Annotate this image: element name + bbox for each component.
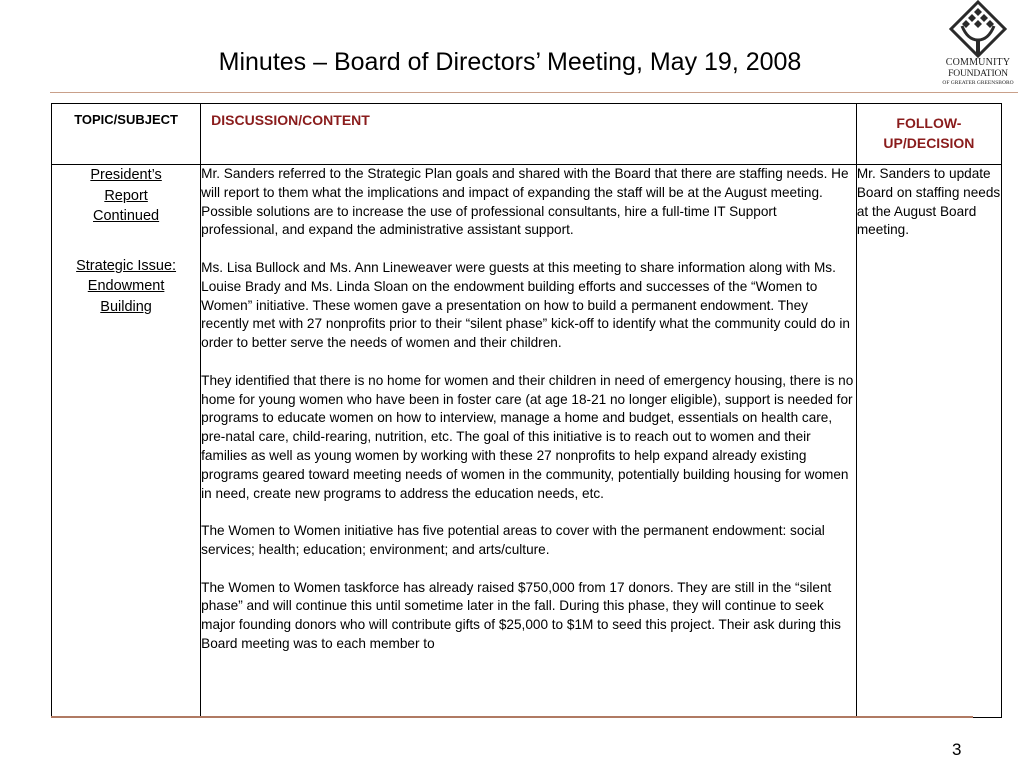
table-header-row: [52, 104, 1002, 165]
logo-text-community: COMMUNITY: [945, 57, 1011, 68]
follow-header-label: FOLLOW-UP/DECISION: [883, 115, 975, 151]
slide-title: Minutes – Board of Directors’ Meeting, May 19, 2008: [218, 48, 802, 76]
topic-header-label: TOPIC/SUBJECT: [74, 112, 178, 127]
discussion-paragraph: The Women to Women taskforce has already raised $750,000 from 17 donors. They are still in the “silent phase” and will continue this until sometime later in the fall. During this phase, they will continue to seek major founding donors who will contribute gifts of $25,000 to $1M to seed this project. Their ask during this Board meeting was to each member to: [201, 579, 841, 651]
follow-column-header: [856, 104, 1001, 165]
discussion-paragraph: The Women to Women initiative has five potential areas to cover with the permanent endowment: social services; health; education; environment; and arts/culture.: [201, 523, 825, 557]
topic-strategic-issue-line3: Building: [100, 298, 152, 315]
page-number: 3: [952, 740, 962, 759]
logo-text-foundation: FOUNDATION: [948, 68, 1008, 79]
discussion-cell: [201, 165, 857, 718]
topic-column-header: [52, 104, 201, 165]
follow-up-cell: Mr. Sanders to update Board on staffing needs at the August Board meeting.: [856, 165, 1001, 718]
minutes-table: [51, 103, 1002, 718]
discussion-paragraph: They identified that there is no home for women and their children in need of emergency housing, there is no home for young women who have been in foster care (at age 18-21 no longer eligible), support is needed for programs to educate women on how to interview, manage a home and budget, essentials on health care, pre-natal care, child-rearing, nutrition, etc. The goal of this initiative is to reach out to women and their families as well as young women by working with these 27 nonprofits to help expand already existing programs geared toward meeting needs of women in the community, potentially building housing for women in need, create new programs to address the education needs, etc.: [201, 372, 854, 501]
topic-presidents-report-line3: Continued: [93, 208, 160, 224]
topic-cell: [52, 165, 201, 718]
logo-text-greensboro: OF GREATER GREENSBORO: [942, 80, 1014, 86]
title-divider: [50, 92, 1018, 93]
topic-presidents-report-line1: President’s: [90, 167, 162, 183]
community-foundation-logo: [932, 0, 1024, 92]
topic-presidents-report-line2: Report: [104, 187, 148, 204]
discussion-paragraph: Ms. Lisa Bullock and Ms. Ann Lineweaver were guests at this meeting to share information along with Ms. Louise Brady and Ms. Linda Sloan on the endowment building efforts and successes of the “Women to Women” initiative. These women gave a presentation on how to build a permanent endowment. They recently met with 27 nonprofits prior to their “silent phase” kick-off to identify what the community could do in order to better serve the needs of women and their children.: [201, 259, 850, 351]
topic-strategic-issue-line1: Strategic Issue:: [76, 257, 177, 274]
discussion-header-label: DISCUSSION/CONTENT: [211, 112, 370, 128]
table-row: [52, 165, 1002, 718]
footer-divider: [51, 716, 973, 718]
logo-emblem-icon: [932, 0, 1024, 60]
discussion-column-header: [201, 104, 857, 165]
topic-strategic-issue-line2: Endowment: [87, 278, 165, 294]
discussion-paragraph: Mr. Sanders referred to the Strategic Plan goals and shared with the Board that there are staffing needs. He will report to them what the implications and impact of expanding the staff will be at the August meeting. Possible solutions are to increase the use of professional consultants, hire a full-time IT Support professional, and expand the administrative assistant support.: [201, 166, 849, 238]
